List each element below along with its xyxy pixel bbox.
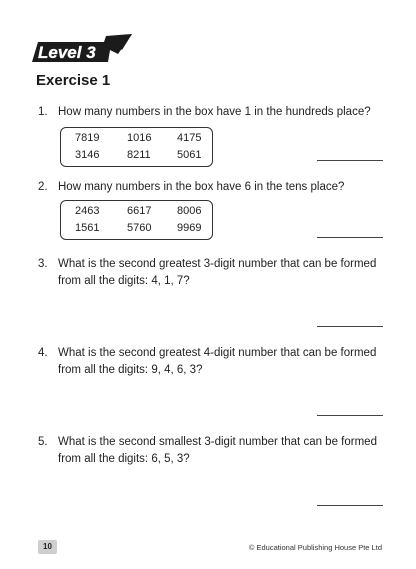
answer-line-2[interactable] [317, 237, 383, 238]
box-number: 3146 [75, 149, 100, 161]
question-text: How many numbers in the box have 6 in the tens place? [58, 181, 345, 193]
box-number: 8211 [127, 149, 151, 161]
question-number: 1. [38, 106, 48, 118]
level-banner [28, 30, 136, 68]
question-number: 2. [38, 181, 48, 193]
box-number: 6617 [127, 205, 152, 217]
question-number: 5. [38, 436, 48, 448]
box-number: 5760 [127, 222, 152, 234]
level-banner-graphic [28, 30, 136, 68]
box-number: 1561 [75, 222, 100, 234]
page-number: 10 [38, 540, 57, 554]
answer-line-1[interactable] [317, 160, 383, 161]
box-number: 8006 [177, 205, 202, 217]
box-number: 2463 [75, 205, 100, 217]
question-text: How many numbers in the box have 1 in the hundreds place? [58, 106, 371, 118]
box-number: 4175 [177, 132, 202, 144]
number-box-2 [60, 200, 213, 240]
box-number: 9969 [177, 222, 202, 234]
copyright-text: © Educational Publishing House Pte Ltd [248, 543, 382, 552]
answer-line-5[interactable] [317, 505, 383, 506]
box-number: 7819 [75, 132, 100, 144]
answer-line-4[interactable] [317, 415, 383, 416]
level-label: Level 3 [38, 43, 96, 62]
question-text: What is the second greatest 3-digit number that can be formed from all the digits: 4, 1, 7? [58, 258, 377, 287]
box-number: 1016 [127, 132, 152, 144]
box-number: 5061 [177, 149, 202, 161]
question-text: What is the second smallest 3-digit number that can be formed from all the digits: 6, 5, 3? [58, 436, 377, 465]
question-text: What is the second greatest 4-digit number that can be formed from all the digits: 9, 4, 6, 3? [58, 347, 377, 376]
question-number: 3. [38, 258, 48, 270]
exercise-title: Exercise 1 [36, 72, 111, 89]
question-number: 4. [38, 347, 48, 359]
number-box-1 [60, 127, 213, 167]
answer-line-3[interactable] [317, 326, 383, 327]
